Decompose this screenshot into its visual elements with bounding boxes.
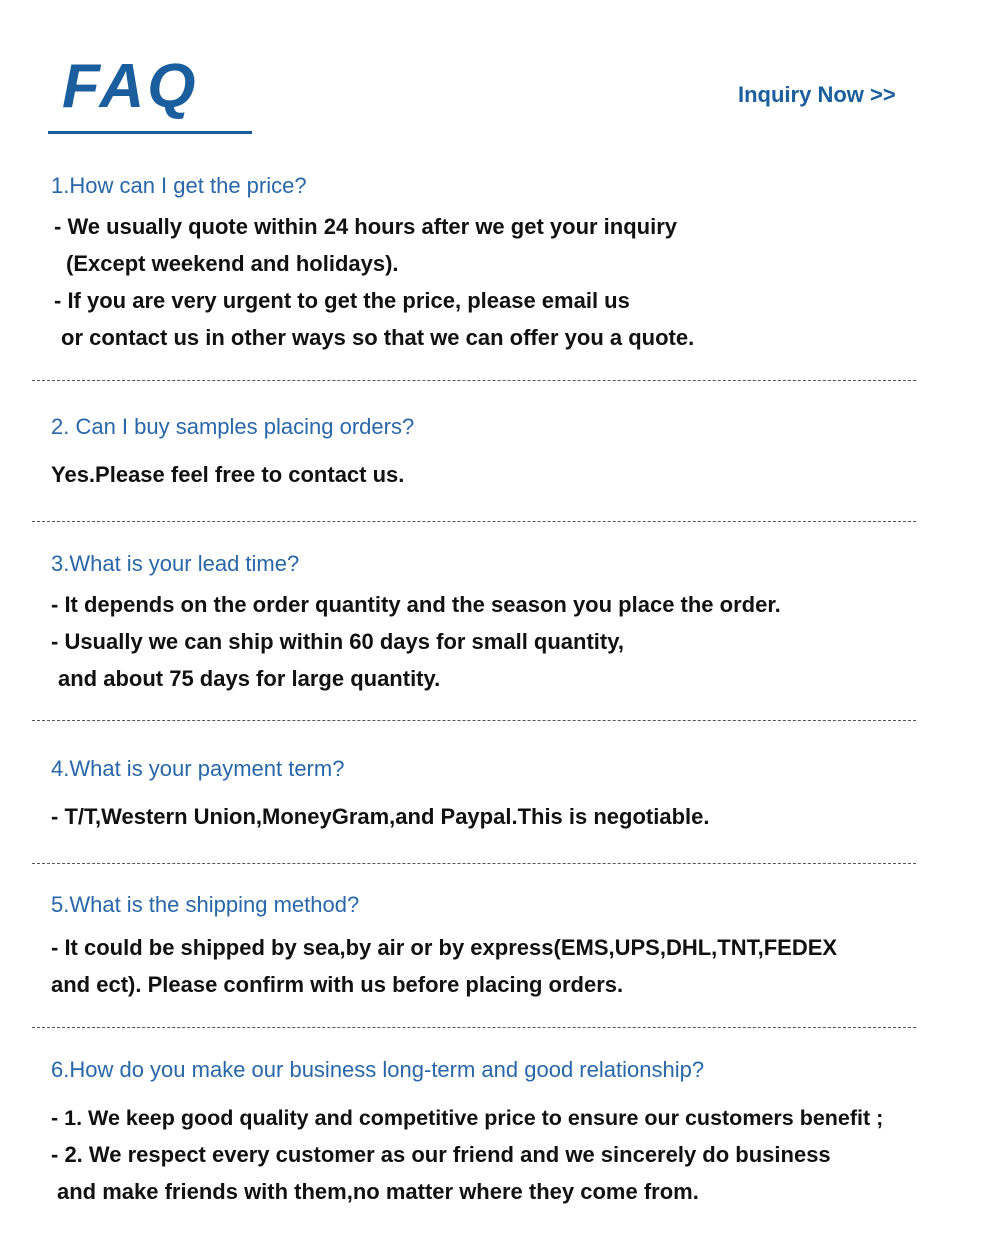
section-divider — [32, 521, 916, 522]
faq-answer-1-line-2: (Except weekend and holidays). — [66, 251, 399, 276]
faq-answer-1-line-3: - If you are very urgent to get the price, please email us — [54, 288, 630, 313]
section-divider — [32, 720, 916, 721]
faq-answer-5-line-1: - It could be shipped by sea,by air or by express(EMS,UPS,DHL,TNT,FEDEX — [51, 935, 838, 960]
faq-question-3: 3.What is your lead time? — [51, 551, 300, 576]
faq-answer-6-line-1: - 1. We keep good quality and competitive price to ensure our customers benefit ; — [51, 1106, 884, 1130]
faq-question-2: 2. Can I buy samples placing orders? — [51, 414, 415, 439]
page-title: FAQ — [62, 52, 199, 121]
faq-answer-1-line-1: - We usually quote within 24 hours after we get your inquiry — [54, 214, 678, 239]
section-divider — [32, 863, 916, 864]
inquiry-now-link[interactable]: Inquiry Now >> — [738, 82, 896, 107]
section-divider — [32, 380, 916, 381]
faq-answer-6-line-3: and make friends with them,no matter where they come from. — [57, 1179, 699, 1204]
title-underline — [48, 131, 252, 134]
faq-question-5: 5.What is the shipping method? — [51, 892, 360, 917]
section-divider — [32, 1027, 916, 1028]
faq-answer-1-line-4: or contact us in other ways so that we can offer you a quote. — [61, 325, 695, 350]
faq-question-4: 4.What is your payment term? — [51, 756, 345, 781]
faq-question-1: 1.How can I get the price? — [51, 173, 307, 198]
faq-answer-3-line-3: and about 75 days for large quantity. — [58, 666, 441, 691]
faq-answer-5-line-2: and ect). Please confirm with us before placing orders. — [51, 972, 624, 997]
faq-answer-6-line-2: - 2. We respect every customer as our friend and we sincerely do business — [51, 1142, 831, 1167]
faq-answer-3-line-2: - Usually we can ship within 60 days for small quantity, — [51, 629, 624, 654]
faq-answer-3-line-1: - It depends on the order quantity and the season you place the order. — [51, 592, 781, 617]
faq-answer-2-line-1: Yes.Please feel free to contact us. — [51, 462, 405, 487]
faq-answer-4-line-1: - T/T,Western Union,MoneyGram,and Paypal.This is negotiable. — [51, 804, 710, 829]
faq-question-6: 6.How do you make our business long-term and good relationship? — [51, 1057, 705, 1082]
